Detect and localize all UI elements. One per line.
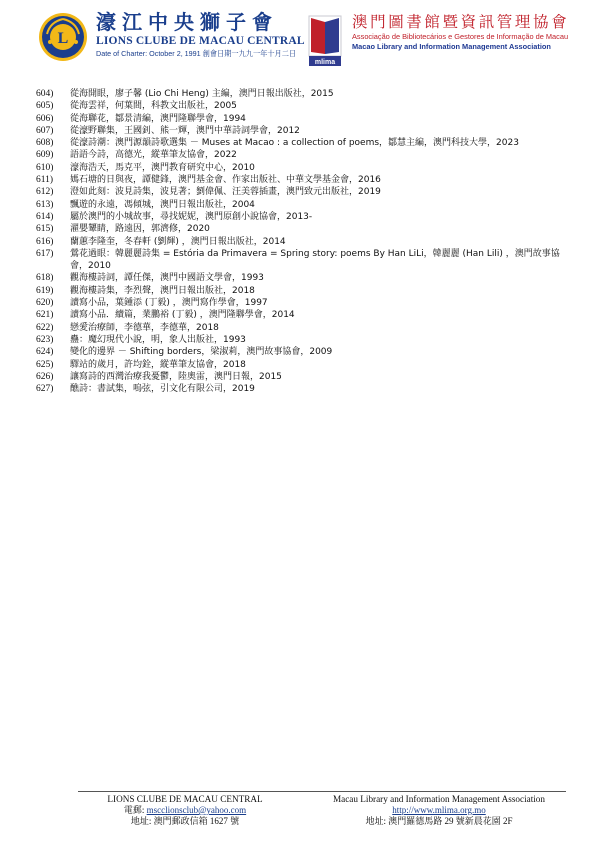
list-item (36, 113, 576, 125)
lions-club-charter-date: Date of Charter: October 2, 1991 創會日期一九九一年十月二日 (96, 49, 297, 58)
entry-number: 626) (36, 371, 54, 382)
list-item (36, 125, 576, 137)
bibliography-list (36, 88, 576, 395)
list-item (36, 211, 576, 223)
entry-text: 鶯花過眼：韓麗麗詩集 = Estória da Primavera = Spring story: poems By Han LiLi，韓麗麗 (Han Lili) ，澳門故事協會，2010 (70, 248, 560, 272)
list-item (36, 297, 576, 309)
entry-text: 從濠詩潮：澳門源韻詩歌選集 － Muses at Macao : a collection of poems，鄒慧主編，澳門科技大學，2023 (70, 138, 519, 149)
entry-text: 蠱：魔幻現代小說，明，象人出版社，1993 (70, 334, 246, 345)
svg-text:L: L (57, 30, 69, 47)
list-item (36, 272, 576, 284)
entry-text: 濠海浩天，馬克平，澳門教育研究中心，2010 (70, 162, 255, 173)
list-item (36, 334, 576, 346)
lions-club-name-block (96, 10, 305, 60)
entry-text: 讀寫小品，葉鍾添 (丁毅) ，澳門寫作學會，1997 (70, 298, 268, 309)
mlima-name-block (352, 12, 582, 52)
entry-text: 戀愛治療師，李德華，李德華，2018 (70, 322, 219, 333)
list-item (36, 285, 576, 297)
footer-mlima-address: 地址: 澳門羅德馬路 29 號新晨花園 2F (365, 816, 513, 826)
entry-number: 618) (36, 273, 54, 284)
entry-number: 604) (36, 89, 54, 99)
list-item (36, 174, 576, 186)
entry-number: 622) (36, 322, 54, 333)
footer-lions-name: LIONS CLUBE DE MACAU CENTRAL (107, 794, 263, 804)
entry-number: 607) (36, 125, 54, 136)
entry-text: 醮詩：書試集，嗚弦，引文化有限公司，2019 (70, 384, 255, 395)
entry-number: 606) (36, 113, 54, 124)
entry-text: 觀海樓詩集，李烈聲，澳門日報出版社，2018 (70, 285, 255, 296)
entry-number: 609) (36, 150, 54, 161)
mlima-association-logo-icon (307, 12, 343, 68)
footer-email-label: 電郵: (123, 805, 147, 815)
entry-text: 從海開眼，廖子馨 (Lio Chi Heng) 主編，澳門日報出版社，2015 (70, 89, 334, 99)
entry-text: 濯嬰顰睛，路遠因，郭濟修，2020 (70, 224, 210, 235)
entry-number: 625) (36, 359, 54, 370)
entry-text: 媽石塘的日與夜，譚健鋒，澳門基金會、作家出版社、中華文學基金會，2016 (70, 175, 381, 186)
list-item (36, 199, 576, 211)
list-item (36, 383, 576, 395)
entry-text: 澄如此刻：波見詩集，波見著；劉偉佩、汪美蓉插畫，澳門致元出版社，2019 (70, 187, 381, 198)
entry-number: 621) (36, 310, 54, 321)
lions-club-name-pt: LIONS CLUBE DE MACAU CENTRAL (96, 35, 305, 47)
entry-text: 驛站的歲月，許均銓，縱華筆友協會，2018 (70, 359, 246, 370)
footer-lions-address: 地址: 澳門郵政信箱 1627 號 (130, 816, 240, 826)
entry-number: 610) (36, 162, 54, 173)
entry-number: 623) (36, 334, 54, 345)
entry-number: 614) (36, 211, 54, 222)
letterhead (0, 0, 600, 90)
mlima-name-pt: Associação de Bibliotecários e Gestores de Informação de Macau (352, 32, 569, 41)
entry-number: 619) (36, 285, 54, 296)
entry-text: 飄遊的永遠，馮傾城，澳門日報出版社，2004 (70, 199, 255, 210)
entry-text: 從濠野聯集，王國釗、熊一輝，澳門中華詩詞學會，2012 (70, 125, 300, 136)
entry-number: 627) (36, 384, 54, 395)
footer-mlima-contact (308, 794, 570, 827)
entry-text: 語語今詩，高德光，縱華筆友協會，2022 (70, 150, 237, 161)
entry-number: 612) (36, 187, 54, 198)
list-item (36, 359, 576, 371)
list-item (36, 346, 576, 358)
list-item (36, 236, 576, 248)
footer-lions-email-line (70, 805, 300, 816)
entry-number: 620) (36, 298, 54, 309)
entry-text: 從海雲祥，何葉間，科教文出版社，2005 (70, 101, 237, 112)
entry-number: 616) (36, 236, 54, 247)
lions-club-name-cn: 濠江中央獅子會 (96, 10, 278, 34)
list-item (36, 309, 576, 321)
list-item (36, 137, 576, 149)
entry-text: 從海聯花，鄒景清編，澳門隆聯學會，1994 (70, 113, 246, 124)
entry-number: 613) (36, 199, 54, 210)
lions-club-emblem-icon (38, 12, 88, 62)
list-item (36, 149, 576, 161)
footer-lions-email-link[interactable]: mscclionsclub@yahoo.com (146, 805, 247, 815)
entry-number: 605) (36, 101, 54, 112)
mlima-name-en: Macao Library and Information Management Association (352, 42, 551, 51)
entry-text: 蘭蕙李隆奎，冬春軒 (劉輝) ，澳門日報出版社，2014 (70, 236, 286, 247)
entry-text: 讀寫小品．續篇，業鵬裕 (丁毅) ，澳門隆聯學會，2014 (70, 310, 295, 321)
footer-divider (78, 791, 566, 792)
list-item (36, 186, 576, 198)
entry-number: 615) (36, 224, 54, 235)
list-item (36, 371, 576, 383)
entry-text: 讓寫詩的西灣治療我憂鬱，陸奧雷，澳門日報，2015 (70, 371, 282, 382)
entry-number: 611) (36, 175, 54, 186)
mlima-name-cn: 澳門圖書館暨資訊管理協會 (352, 13, 570, 31)
entry-number: 624) (36, 347, 54, 358)
entry-number: 608) (36, 138, 54, 149)
entry-text: 屬於澳門的小城故事，尋找妮妮，澳門原創小說協會，2013- (70, 211, 313, 222)
entry-number: 617) (36, 248, 54, 259)
list-item (36, 322, 576, 334)
svg-text:mlima: mlima (314, 59, 336, 66)
list-item (36, 88, 576, 100)
footer-mlima-url-link[interactable]: http://www.mlima.org.mo (392, 805, 486, 815)
list-item (36, 100, 576, 112)
entry-text: 觀海樓詩詞，譚任傑，澳門中國語文學會，1993 (70, 273, 264, 284)
list-item (36, 248, 576, 273)
entry-text: 變化的邊界 － Shifting borders，梁淑莉，澳門故事協會，2009 (70, 347, 333, 358)
list-item (36, 223, 576, 235)
footer-lions-contact (70, 794, 300, 827)
list-item (36, 162, 576, 174)
footer-mlima-name: Macau Library and Information Management Association (332, 794, 545, 804)
